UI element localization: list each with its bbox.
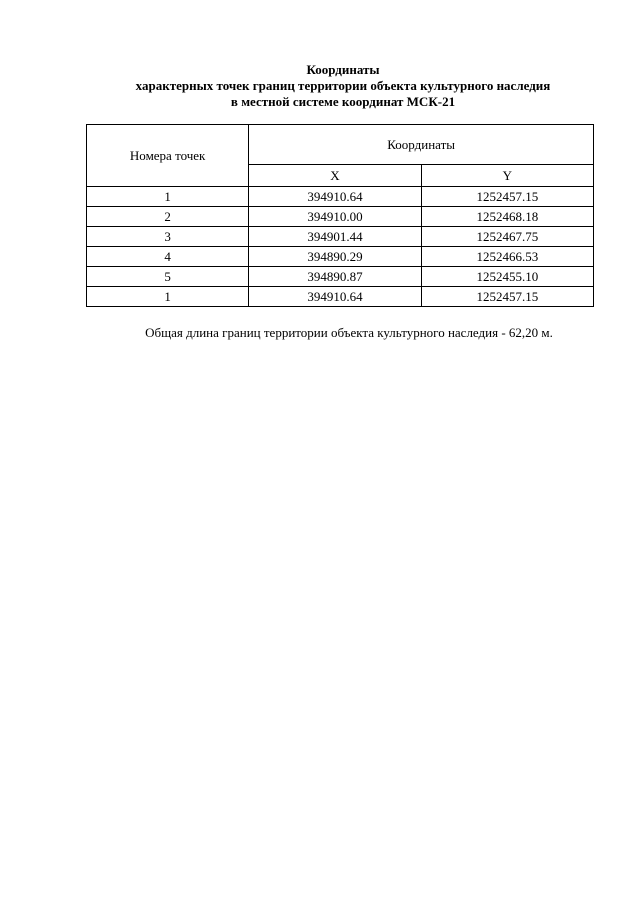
header-x: X [249, 165, 421, 187]
cell-x: 394901.44 [249, 227, 421, 247]
table-row [87, 287, 594, 307]
cell-point: 4 [87, 247, 249, 267]
cell-x: 394910.64 [249, 287, 421, 307]
cell-point: 1 [87, 287, 249, 307]
table-row [87, 267, 594, 287]
cell-point: 1 [87, 187, 249, 207]
header-y: Y [421, 165, 593, 187]
cell-x: 394910.64 [249, 187, 421, 207]
cell-point: 2 [87, 207, 249, 227]
table-header-row [87, 125, 594, 165]
cell-point: 5 [87, 267, 249, 287]
table-row [87, 247, 594, 267]
cell-x: 394890.29 [249, 247, 421, 267]
cell-x: 394890.87 [249, 267, 421, 287]
cell-x: 394910.00 [249, 207, 421, 227]
table-row [87, 207, 594, 227]
cell-y: 1252457.15 [421, 287, 593, 307]
title-line-3: в местной системе координат МСК-21 [230, 94, 456, 109]
cell-y: 1252467.75 [421, 227, 593, 247]
title-line-2: характерных точек границ территории объекта культурного наследия [135, 78, 551, 93]
title-line-1: Координаты [306, 62, 380, 77]
document-title [0, 62, 640, 110]
header-coordinates: Координаты [249, 125, 594, 165]
header-point-numbers: Номера точек [87, 125, 249, 187]
cell-y: 1252455.10 [421, 267, 593, 287]
cell-y: 1252466.53 [421, 247, 593, 267]
cell-y: 1252457.15 [421, 187, 593, 207]
boundary-length-note: Общая длина границ территории объекта культурного наследия - 62,20 м. [145, 325, 553, 340]
table-row [87, 227, 594, 247]
table-row [87, 187, 594, 207]
coordinates-table [86, 124, 594, 307]
cell-y: 1252468.18 [421, 207, 593, 227]
cell-point: 3 [87, 227, 249, 247]
